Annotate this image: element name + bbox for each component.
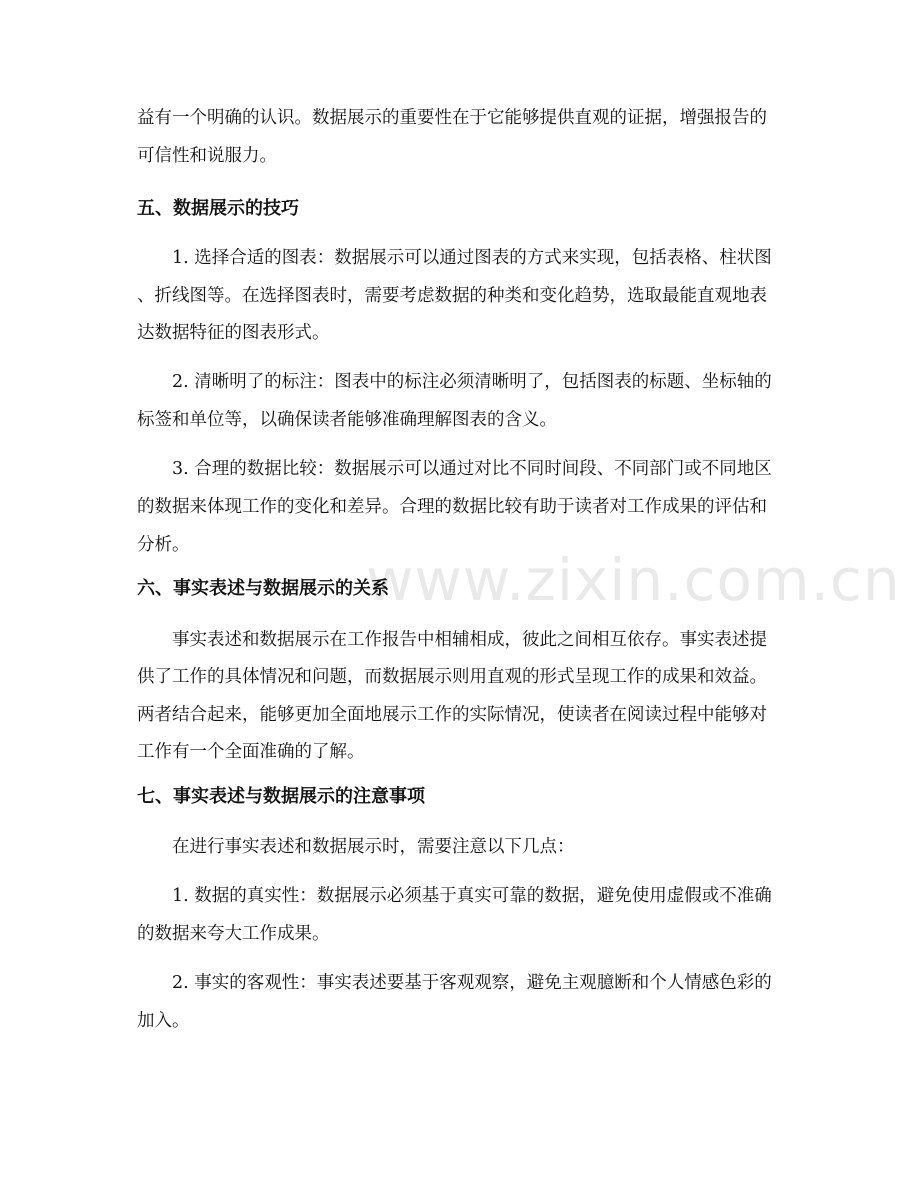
list-item-line: 的数据来体现工作的变化和差异。合理的数据比较有助于读者对工作成果的评估和: [137, 497, 767, 517]
list-item-line: 分析。: [137, 535, 190, 555]
section-heading: 六、事实表述与数据展示的关系: [137, 578, 389, 599]
paragraph-line: 益有一个明确的认识。数据展示的重要性在于它能够提供直观的证据，增强报告的: [137, 108, 767, 128]
paragraph-line: 可信性和说服力。: [137, 146, 277, 166]
list-item-line: 2. 事实的客观性：事实表述要基于客观观察，避免主观臆断和个人情感色彩的: [172, 973, 772, 993]
section-heading: 七、事实表述与数据展示的注意事项: [137, 786, 425, 807]
list-item-line: 1. 选择合适的图表：数据展示可以通过图表的方式来实现，包括表格、柱状图: [172, 248, 772, 268]
list-item-line: 1. 数据的真实性：数据展示必须基于真实可靠的数据，避免使用虚假或不准确: [172, 886, 772, 906]
section-heading: 五、数据展示的技巧: [137, 198, 299, 219]
list-item-line: 2. 清晰明了的标注：图表中的标注必须清晰明了，包括图表的标题、坐标轴的: [172, 372, 772, 392]
list-item-line: 标签和单位等，以确保读者能够准确理解图表的含义。: [137, 410, 557, 430]
list-item-line: 3. 合理的数据比较：数据展示可以通过对比不同时间段、不同部门或不同地区: [172, 459, 772, 479]
paragraph-line: 在进行事实表述和数据展示时，需要注意以下几点：: [172, 837, 575, 857]
paragraph-line: 事实表述和数据展示在工作报告中相辅相成，彼此之间相互依存。事实表述提: [172, 630, 767, 650]
list-item-line: 、折线图等。在选择图表时，需要考虑数据的种类和变化趋势，选取最能直观地表: [137, 286, 767, 306]
list-item-line: 的数据来夸大工作成果。: [137, 924, 330, 944]
paragraph-line: 供了工作的具体情况和问题，而数据展示则用直观的形式呈现工作的成果和效益。: [137, 667, 767, 687]
list-item-line: 加入。: [137, 1011, 190, 1031]
paragraph-line: 两者结合起来，能够更加全面地展示工作的实际情况，使读者在阅读过程中能够对: [137, 705, 767, 725]
paragraph-line: 工作有一个全面准确的了解。: [137, 742, 365, 762]
list-item-line: 达数据特征的图表形式。: [137, 323, 330, 343]
watermark: www.zixin.com.cn: [366, 546, 901, 614]
